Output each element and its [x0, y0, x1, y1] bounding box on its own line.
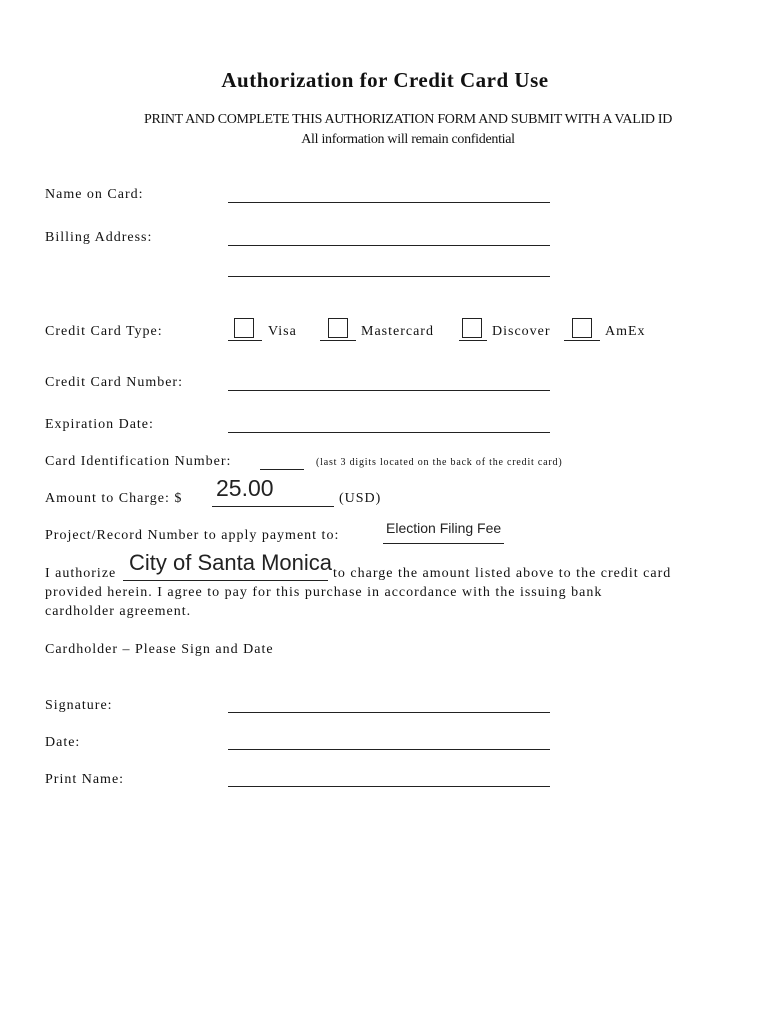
amount-value[interactable]: 25.00 — [216, 475, 274, 501]
cardholder-prompt: Cardholder – Please Sign and Date — [45, 642, 274, 657]
billing-address-line1-input[interactable] — [228, 227, 550, 246]
authorize-line3: cardholder agreement. — [45, 604, 192, 619]
authorized-party-value[interactable]: City of Santa Monica — [129, 550, 332, 575]
date-input[interactable] — [228, 731, 550, 750]
currency-label: (USD) — [339, 491, 382, 506]
project-record-label: Project/Record Number to apply payment to: — [45, 528, 340, 543]
authorized-party-underline — [123, 580, 328, 581]
form-title: Authorization for Credit Card Use — [221, 68, 549, 92]
amex-underline — [564, 340, 600, 341]
name-on-card-label: Name on Card: — [45, 187, 144, 202]
discover-label: Discover — [492, 324, 551, 339]
expiration-date-input[interactable] — [228, 414, 550, 433]
mastercard-label: Mastercard — [361, 324, 434, 339]
discover-checkbox[interactable] — [462, 318, 482, 338]
authorize-prefix: I authorize — [45, 566, 117, 581]
print-name-label: Print Name: — [45, 772, 125, 787]
signature-input[interactable] — [228, 694, 550, 713]
expiration-date-label: Expiration Date: — [45, 417, 154, 432]
mastercard-underline — [320, 340, 356, 341]
card-id-input[interactable] — [260, 451, 304, 470]
amex-label: AmEx — [605, 324, 646, 339]
print-name-input[interactable] — [228, 768, 550, 787]
mastercard-checkbox[interactable] — [328, 318, 348, 338]
credit-card-type-label: Credit Card Type: — [45, 324, 163, 339]
billing-address-label: Billing Address: — [45, 230, 153, 245]
amex-checkbox[interactable] — [572, 318, 592, 338]
card-id-note: (last 3 digits located on the back of the credit card) — [316, 457, 563, 468]
billing-address-line2-input[interactable] — [228, 258, 550, 277]
card-id-label: Card Identification Number: — [45, 454, 232, 469]
credit-card-number-input[interactable] — [228, 372, 550, 391]
signature-label: Signature: — [45, 698, 113, 713]
discover-underline — [459, 340, 487, 341]
visa-label: Visa — [268, 324, 297, 339]
amount-label: Amount to Charge: $ — [45, 491, 183, 506]
name-on-card-input[interactable] — [228, 184, 550, 203]
visa-checkbox[interactable] — [234, 318, 254, 338]
instruction-text: PRINT AND COMPLETE THIS AUTHORIZATION FORM AND SUBMIT WITH A VALID ID — [143, 112, 673, 127]
authorize-line2: provided herein. I agree to pay for this purchase in accordance with the issuing bank — [45, 585, 603, 600]
credit-card-number-label: Credit Card Number: — [45, 375, 183, 390]
confidential-note: All information will remain confidential — [301, 132, 515, 147]
authorize-suffix: to charge the amount listed above to the credit card — [333, 566, 672, 581]
project-underline — [383, 543, 504, 544]
amount-underline — [212, 506, 334, 507]
date-label: Date: — [45, 735, 81, 750]
visa-underline — [228, 340, 262, 341]
project-value[interactable]: Election Filing Fee — [386, 520, 502, 536]
